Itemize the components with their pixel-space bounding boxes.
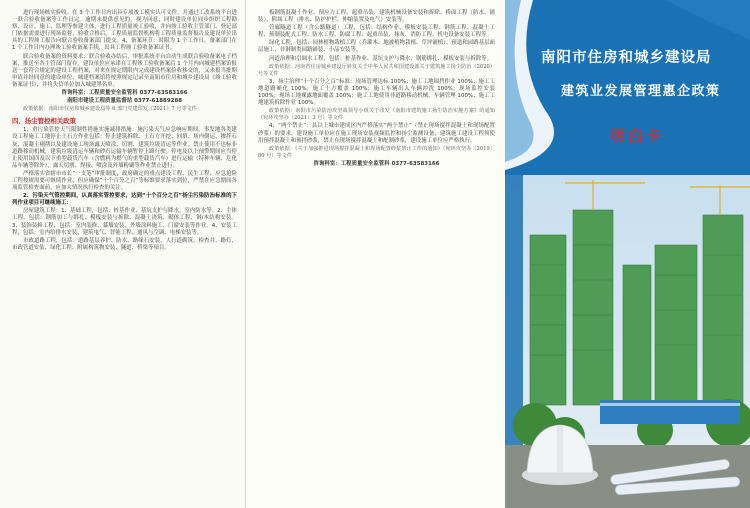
policy-paragraph: 进行现场核实验收。在 3 个工作日内出具专项竣工模实认可文件，并通过工改系统平台进一联合验收备案等工作日完。逾期未提供意见的，视为同意；同时建设单位同步组织工程勘察、设计、施工、监理等参建主体，进行工程质量竣工验收，并向竣工验收主管部门、登记部门依据需要进行现场监督，验收合格后，工程质量监督机构将工程质量监督报告及建设单位出具的工程竣工报告向联合验收备案部门提交。4、备案环节：时限为 1 个工作日。备案部门在 1 个工作日内办理竣工验收备案手续，出具工程竣工验收备案证书。 xyxy=(12,10,237,52)
policy-paragraph: 管廊隧道工程（含公路隧道）工程，包括：结构作业、模板安装工程、钢筋工程、混凝土工程、预制装配式工程、防水工程、防腐工程、起重吊装、抹灰、消防工程、机电设备安装工程等。 xyxy=(258,25,495,39)
policy-paragraph: 板钢筋混凝土作业、预应力工程、起重吊装、建筑机械设备安装和拆除、桥面工程（防水、铺装）、附属工程（排水、防护护栏、伸缩装置及电气）安装等。 xyxy=(258,10,495,24)
policy-paragraph: 房屋建筑工程：1、基础工程，包括：桩基作业、基坑支护与降水。室内防水等。2、主体工程，包括：钢筋加工与绑扎、模板安装与拆除、混凝土浇筑、砌体工程、钢/木结构安装。3、装饰装修工程，包括：室内装修、幕墙安装、外墙涂料施工、门窗安装等作业。4、安装工程，包括：室内给排水安装、建筑电气、智能工程、通风与空调、电梯安装等。 xyxy=(12,208,237,236)
policy-reference: 政策依据：河南省住房城乡建设厅转发关于中华人民共和国建设部关于建筑施工扬尘防治（2020）号等文件 xyxy=(258,63,495,77)
contact-line: 咨询科室：工程质量安全监管科 0377-63583166 xyxy=(61,90,188,97)
policy-column-left xyxy=(0,0,245,508)
cover-card-label: 明白卡 xyxy=(610,127,665,145)
policy-reference: 政策依据：《关于加强推进现场搅拌混凝土和现场配置砂浆禁止工作的通知》（宛环攻坚办〔2019〕80 号）等文件 xyxy=(258,145,495,159)
policy-paragraph: 1、重污染管控天气限制性措施实施减排措施：施污染天气应急响应期间，事发地各类建设工程施工工地停止土石方作业包括：停止建筑拆除、土石方开挖、回填、场内倒运、掺拌石灰、混凝土剔凿以及建设施工现场露天喷涂、切割、建筑垃圾清运等作业。禁止使用不达标非道路移动机械，建筑垃圾清运车辆和砂石运输车辆暂停上路行驶。停电及以上预警期间应当停止使用国四及以下重型载货汽车（含燃料为燃气的重型载货汽车）进行运输（特种车辆、危化品车辆等除外），露天切割、焊接、喷涂及外墙粉刷等作业禁止进行。 xyxy=(12,127,237,169)
policy-reference: 政策依据：南阳市污染防治攻坚战领导小组关于印发《南阳市建筑施工扬尘防治实施方案》的通知（宛环攻坚办〔2021〕3 号）等文件 xyxy=(258,108,495,122)
policy-paragraph-bold: 2、污染天气管控期间，认真落实管控要求，达到“十个百分之百”扬尘污染防治标准的下列作业项目可继续施工： xyxy=(12,193,237,207)
construction-site-photo xyxy=(505,175,750,508)
cover-title-subject: 建筑业发展管理惠企政策 xyxy=(561,84,721,99)
contact-line: 南阳市建设工程质量监督站 0377-61889288 xyxy=(66,98,183,105)
cover-panel xyxy=(505,0,750,508)
policy-paragraph: 严格落实省辖市市长“一支笔”审批制度，政府确定的重点建设工程、民生工程、应急抢险工程按规需要可继续作业，但应确保“十个百分之百”等标准要求落实到位，严禁在应急期间各项监管检查面前，应加大情况执行检查的关注。 xyxy=(12,170,237,192)
cover-title-agency: 南阳市住房和城乡建设局 xyxy=(541,50,712,66)
policy-paragraph: 市政道路工程，包括：道路基层养护、防水、路缘石安装、人行道砌筑、检查井、路灯、市政管道安装、绿化工程、附属构筑物安装、隧道、桥梁等项目。 xyxy=(12,237,237,251)
policy-reference: 政策依据：南阳市住房和城乡建设局等 6 部门党建印发《2021》7 号等文件 xyxy=(23,106,197,113)
section-title-dust-control: 四、扬尘管控相关政策 xyxy=(12,117,76,126)
contact-line: 咨询科室：工程质量安全监管科 0377-63583166 xyxy=(313,160,440,167)
policy-paragraph: 联合验收备案的资料要求：联合验收办结后，审批系统平台自动生成联合验收备案电子档案，推送至各主管部门留存。建设单位应承诺在工程竣工验收备案后 1 个月内向城建档案馆报送一套符合规定的建设工程档案，对来在规定期限内完成建设档案验收移交的，又未报当批期申请并经同意的建设单位，城建档案馆将按照规定记录至南阳市住房和城乡建设局《竣工验收备案证书》，并将失信单位加入城建黑名单。 xyxy=(12,53,237,88)
policy-paragraph: 4、“两个禁止”：县以上城市建成区内严格落实“两个禁止”（禁止现场搅拌混凝土和现场配置砂浆）的要求。建设施工单位应在施工现场安装视频监控和扬尘监测设备，建筑施工建设工程须使用预拌混凝土和预拌砂浆，禁止在现场搅拌混凝土和配制砂浆，建设施工单位应严格执行。 xyxy=(258,123,495,144)
policy-paragraph: 绿化工程，包括：园林植物栽植工程（乔灌木、地被植物栽植、草坪铺植）、预道和园路基层面层施工、非钢制类园路铺装、小品安装等。 xyxy=(258,40,495,54)
policy-paragraph: 3、扬尘治理“十个百分之百”标准：现场管理达标 100%；施工工地围挡作业 100%；施工工地道路硬化 100%；施工土方覆盖 100%；施工车辆出入车辆冲洗 100%；现场监控安装 100%；现场工地裸露地面覆盖 100%；施工工地使用非道路移动机械、车辆管理 100%；施工工地建筑拆除作业 100%。 xyxy=(258,78,495,107)
policy-paragraph: 河道治理和引调水工程，包括：桩基作业、基坑支护与降水、钢筋绑扎、模板安装与拆除等。 xyxy=(269,55,493,62)
policy-column-middle xyxy=(245,0,505,508)
